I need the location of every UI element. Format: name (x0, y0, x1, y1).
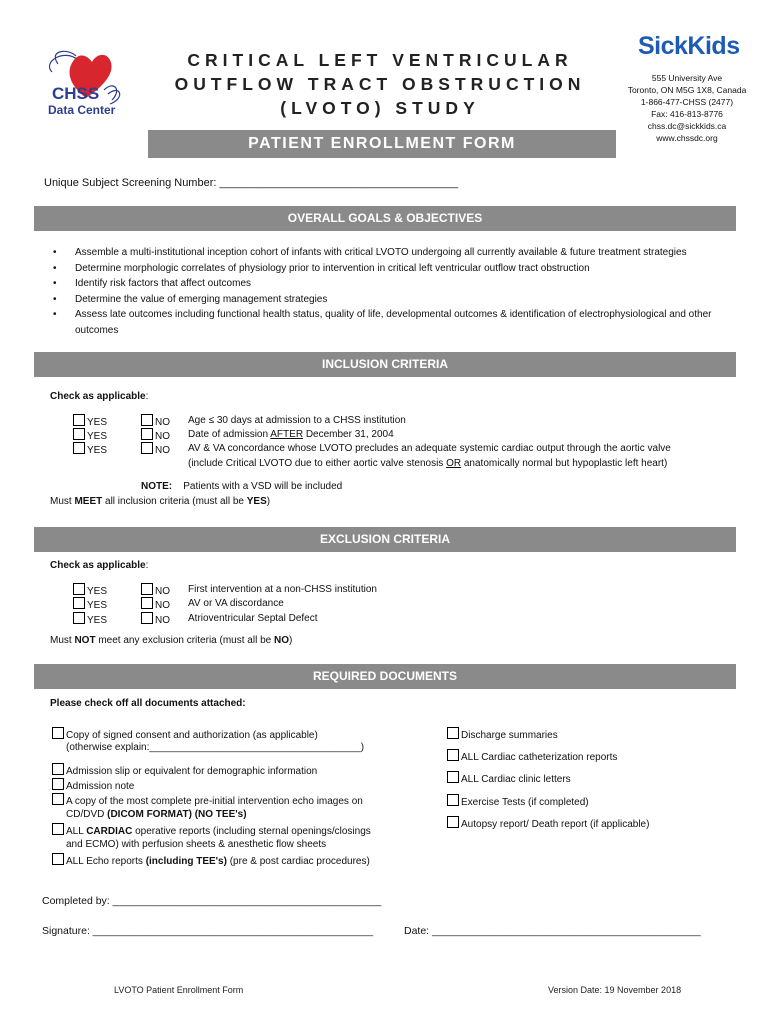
doc-echo-images-label: A copy of the most complete pre-initial intervention echo images on (66, 796, 363, 807)
exclusion-must-not: Must NOT meet any exclusion criteria (must all be NO) (50, 635, 293, 646)
inclusion-row-2: YES (73, 428, 107, 445)
list-item: • Assemble a multi-institutional inception cohort of infants with critical LVOTO undergoing all currently available & future treatment strategies (50, 245, 720, 261)
inclusion-3-no-checkbox[interactable] (141, 442, 153, 454)
inclusion-note: NOTE: Patients with a VSD will be included (141, 481, 343, 492)
exclusion-3-yes-checkbox[interactable] (73, 612, 85, 624)
doc-consent-explain-field[interactable]: (otherwise explain:______________________________________) (66, 742, 365, 753)
signature-field[interactable]: Signature: ________________________________________________ (42, 925, 374, 937)
inclusion-1-no-checkbox[interactable] (141, 414, 153, 426)
inclusion-3-yes-checkbox[interactable] (73, 442, 85, 454)
address-line-4: Fax: 416-813-8776 (651, 109, 723, 119)
inclusion-row-3: YES (73, 442, 107, 459)
form-title: PATIENT ENROLLMENT FORM (148, 130, 616, 158)
doc-cardiac-reports-checkbox[interactable] (52, 823, 64, 835)
inclusion-criterion-3: AV & VA concordance whose LVOTO precludes an adequate systemic cardiac output through the aortic valve (188, 443, 671, 454)
footer-version-date: Version Date: 19 November 2018 (548, 985, 682, 995)
exclusion-3-no-checkbox[interactable] (141, 612, 153, 624)
address-line-5: chss.dc@sickkids.ca (647, 121, 727, 131)
doc-clinic-letters-label: ALL Cardiac clinic letters (461, 774, 571, 785)
goals-list (50, 245, 720, 338)
study-title-line-1: CRITICAL LEFT VENTRICULAR (187, 50, 573, 70)
doc-exercise-tests-checkbox[interactable] (447, 794, 459, 806)
doc-echo-images-detail: CD/DVD (DICOM FORMAT) (NO TEE's) (66, 809, 247, 820)
inclusion-criterion-2: Date of admission AFTER December 31, 2004 (188, 429, 394, 440)
chss-logo-text: CHSS (52, 84, 100, 103)
doc-echo-images-checkbox[interactable] (52, 793, 64, 805)
exclusion-check-label: Check as applicable: (50, 560, 149, 571)
doc-clinic-letters-checkbox[interactable] (447, 771, 459, 783)
exclusion-2-no-checkbox[interactable] (141, 597, 153, 609)
goals-heading: OVERALL GOALS & OBJECTIVES (34, 206, 736, 231)
doc-admission-note-label: Admission note (66, 781, 135, 792)
chss-logo (38, 40, 130, 122)
inclusion-check-label: Check as applicable: (50, 391, 149, 402)
inclusion-1-yes-checkbox[interactable] (73, 414, 85, 426)
address-line-1: 555 University Ave (651, 73, 723, 83)
doc-discharge-checkbox[interactable] (447, 727, 459, 739)
inclusion-must-meet: Must MEET all inclusion criteria (must all be YES) (50, 496, 271, 507)
doc-consent-label: Copy of signed consent and authorization (as applicable) (66, 730, 318, 741)
inclusion-criterion-3-detail: (include Critical LVOTO due to either aortic valve stenosis OR anatomically normal but hypoplastic left heart) (188, 458, 668, 469)
inclusion-criterion-1: Age ≤ 30 days at admission to a CHSS institution (188, 415, 406, 426)
exclusion-2-yes-checkbox[interactable] (73, 597, 85, 609)
inclusion-2-yes-checkbox[interactable] (73, 428, 85, 440)
exclusion-criterion-3: Atrioventricular Septal Defect (188, 613, 318, 624)
exclusion-1-no-checkbox[interactable] (141, 583, 153, 595)
exclusion-heading: EXCLUSION CRITERIA (34, 527, 736, 552)
doc-echo-reports-checkbox[interactable] (52, 853, 64, 865)
doc-discharge-label: Discharge summaries (461, 730, 558, 741)
list-item: • Determine morphologic correlates of physiology prior to intervention in critical left ventricular outflow tract obstruction (50, 261, 720, 277)
doc-cath-reports-checkbox[interactable] (447, 749, 459, 761)
address-line-6: www.chssdc.org (656, 133, 718, 143)
doc-consent-checkbox[interactable] (52, 727, 64, 739)
inclusion-row-1: YES (73, 414, 107, 431)
exclusion-criterion-2: AV or VA discordance (188, 598, 284, 609)
documents-instruction: Please check off all documents attached: (50, 698, 246, 709)
address-line-3: 1-866-477-CHSS (2477) (640, 97, 734, 107)
list-item: • Determine the value of emerging management strategies (50, 292, 720, 308)
sickkids-logo: SickKids (638, 32, 740, 60)
study-title-line-3: (LVOTO) STUDY (280, 98, 480, 118)
doc-exercise-tests-label: Exercise Tests (if completed) (461, 797, 589, 808)
list-item: • Identify risk factors that affect outcomes (50, 276, 720, 292)
documents-heading: REQUIRED DOCUMENTS (34, 664, 736, 689)
doc-cardiac-reports-detail: and ECMO) with perfusion sheets & anesthetic flow sheets (66, 839, 327, 850)
completed-by-field[interactable]: Completed by: ______________________________________________ (42, 895, 382, 907)
doc-cardiac-reports-label: ALL CARDIAC operative reports (including sternal openings/closings (66, 826, 371, 837)
footer-form-name: LVOTO Patient Enrollment Form (114, 985, 244, 995)
chss-logo-subtext: Data Center (48, 103, 116, 117)
doc-echo-reports-label: ALL Echo reports (including TEE's) (pre & post cardiac procedures) (66, 856, 370, 867)
screening-number-field[interactable]: Unique Subject Screening Number: _______________________________________ (44, 177, 459, 189)
exclusion-criterion-1: First intervention at a non-CHSS institution (188, 584, 377, 595)
date-field[interactable]: Date: ______________________________________________ (404, 925, 701, 937)
doc-cath-reports-label: ALL Cardiac catheterization reports (461, 752, 618, 763)
address-line-2: Toronto, ON M5G 1X8, Canada (627, 85, 747, 95)
doc-admission-slip-label: Admission slip or equivalent for demographic information (66, 766, 318, 777)
study-title-line-2: OUTFLOW TRACT OBSTRUCTION (174, 74, 586, 94)
inclusion-heading: INCLUSION CRITERIA (34, 352, 736, 377)
inclusion-2-no-checkbox[interactable] (141, 428, 153, 440)
list-item: • Assess late outcomes including functional health status, quality of life, developmental outcomes & identification of electrophysiological and other outcomes (50, 307, 720, 338)
doc-autopsy-label: Autopsy report/ Death report (if applicable) (461, 819, 650, 830)
doc-admission-note-checkbox[interactable] (52, 778, 64, 790)
doc-admission-slip-checkbox[interactable] (52, 763, 64, 775)
doc-autopsy-checkbox[interactable] (447, 816, 459, 828)
exclusion-1-yes-checkbox[interactable] (73, 583, 85, 595)
